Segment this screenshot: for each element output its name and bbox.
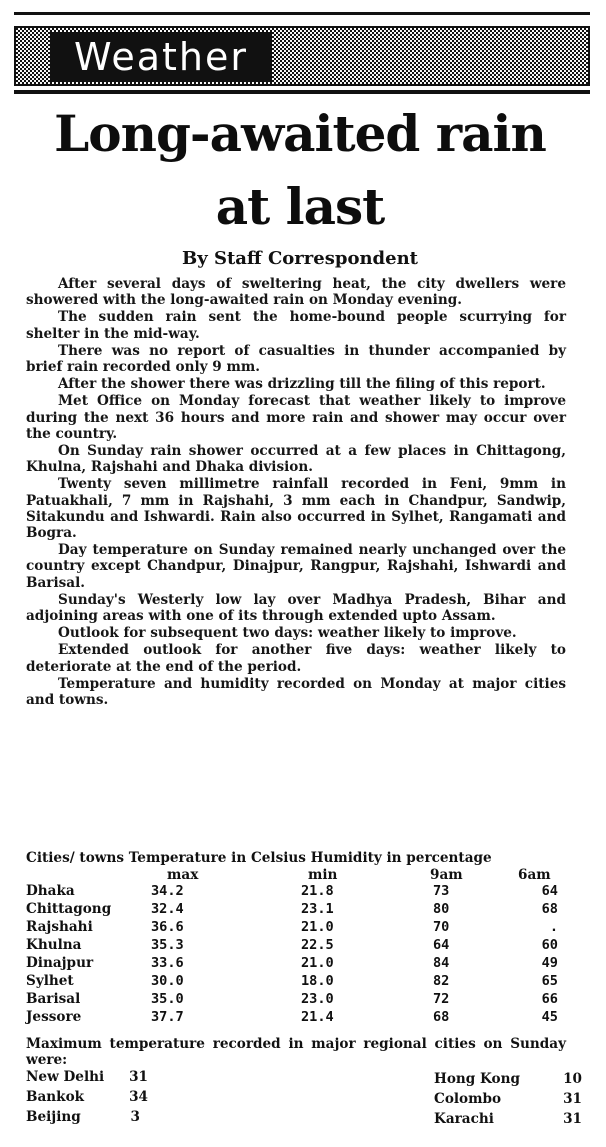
byline: By Staff Correspondent <box>182 248 418 269</box>
row-humidity-9am: 70 <box>433 919 450 935</box>
row-min: 22.5 <box>301 937 334 953</box>
row-city: Barisal <box>26 991 81 1007</box>
row-min: 23.0 <box>301 991 334 1007</box>
row-max: 37.7 <box>151 1009 184 1025</box>
row-min: 21.0 <box>301 919 334 935</box>
regional-city-temp: 34 <box>129 1089 148 1105</box>
table-row <box>26 1008 566 1026</box>
row-humidity-6am: . <box>549 919 558 935</box>
row-humidity-6am: 64 <box>541 883 558 899</box>
row-humidity-6am: 45 <box>541 1009 558 1025</box>
table-row <box>26 882 566 900</box>
row-max: 35.3 <box>151 937 184 953</box>
regional-city-temp: 31 <box>563 1111 582 1127</box>
row-city: Rajshahi <box>26 919 93 935</box>
regional-city-temp: 31 <box>563 1091 582 1107</box>
column-9am: 9am <box>430 867 463 883</box>
paragraph: Extended outlook for another five days: weather likely to deteriorate at the end of the period. <box>26 642 566 675</box>
row-min: 21.0 <box>301 955 334 971</box>
regional-city-name: Beijing <box>26 1109 81 1125</box>
newspaper-clipping <box>10 12 590 1137</box>
row-max: 32.4 <box>151 901 184 917</box>
row-humidity-9am: 82 <box>433 973 450 989</box>
row-max: 36.6 <box>151 919 184 935</box>
paragraph: Met Office on Monday forecast that weather likely to improve during the next 36 hours and more rain and shower may occur over the country. <box>26 393 566 442</box>
paragraph: After the shower there was drizzling till the filing of this report. <box>58 376 546 393</box>
row-city: Jessore <box>26 1009 82 1025</box>
paragraph: Temperature and humidity recorded on Monday at major cities and towns. <box>26 675 566 709</box>
row-city: Chittagong <box>26 901 112 917</box>
table-row <box>26 972 566 990</box>
row-humidity-9am: 68 <box>433 1009 450 1025</box>
regional-city <box>26 1068 148 1087</box>
regional-city <box>26 1108 140 1127</box>
section-label: Weather <box>50 32 272 82</box>
row-min: 21.8 <box>301 883 334 899</box>
regional-city <box>434 1110 582 1129</box>
row-city: Dinajpur <box>26 955 94 971</box>
regional-city-name: Bankok <box>26 1089 85 1105</box>
table-row <box>26 954 566 972</box>
regional-city <box>434 1090 582 1109</box>
paragraph: There was no report of casualties in thunder accompanied by brief rain recorded only 9 mm. <box>26 342 566 376</box>
section-banner <box>14 26 590 86</box>
row-humidity-9am: 84 <box>433 955 450 971</box>
regional-city-temp: 3 <box>130 1109 140 1125</box>
row-city: Sylhet <box>26 973 74 989</box>
row-humidity-9am: 80 <box>433 901 450 917</box>
row-humidity-9am: 64 <box>433 937 450 953</box>
regional-city-name: Colombo <box>434 1091 502 1107</box>
row-humidity-6am: 60 <box>541 937 558 953</box>
table-row <box>26 900 566 918</box>
regional-city <box>434 1070 582 1089</box>
row-max: 35.0 <box>151 991 184 1007</box>
row-max: 34.2 <box>151 883 184 899</box>
row-humidity-6am: 65 <box>541 973 558 989</box>
paragraph: After several days of sweltering heat, the city dwellers were showered with the long-awaited rain on Monday evening. <box>26 276 566 309</box>
column-max: max <box>167 867 199 883</box>
row-humidity-6am: 66 <box>541 991 558 1007</box>
regional-city-name: Hong Kong <box>434 1071 521 1087</box>
top-rule <box>14 12 590 15</box>
row-city: Khulna <box>26 937 82 953</box>
paragraph: The sudden rain sent the home-bound people scurrying for shelter in the mid-way. <box>26 309 566 342</box>
regional-city <box>26 1088 148 1107</box>
table-row <box>26 918 566 936</box>
row-max: 33.6 <box>151 955 184 971</box>
row-max: 30.0 <box>151 973 184 989</box>
paragraph: Twenty seven millimetre rainfall recorded in Feni, 9mm in Patuakhali, 7 mm in Rajshahi, 3 mm each in Chandpur, Sandwip, Sitakundu and Ishwardi. Rain also occurred in Sylhet, Rangamati and Bogra. <box>26 476 566 542</box>
table-row <box>26 990 566 1008</box>
column-6am: 6am <box>518 867 551 883</box>
table-row <box>26 936 566 954</box>
paragraph: On Sunday rain shower occurred at a few places in Chittagong, Khulna, Rajshahi and Dhaka division. <box>26 443 566 476</box>
banner-rule <box>14 90 590 94</box>
row-min: 21.4 <box>301 1009 334 1025</box>
row-min: 23.1 <box>301 901 334 917</box>
article-body <box>26 276 566 708</box>
row-humidity-6am: 68 <box>541 901 558 917</box>
paragraph: Day temperature on Sunday remained nearly unchanged over the country except Chandpur, Dinajpur, Rangpur, Rajshahi, Ishwardi and Barisal. <box>26 542 566 591</box>
regional-intro: Maximum temperature recorded in major regional cities on Sunday were: <box>26 1036 566 1068</box>
regional-city-temp: 31 <box>129 1069 148 1085</box>
regional-city-name: New Delhi <box>26 1069 105 1085</box>
row-humidity-6am: 49 <box>541 955 558 971</box>
headline-line-2: at last <box>215 177 385 236</box>
paragraph: Outlook for subsequent two days: weather likely to improve. <box>58 625 517 642</box>
row-min: 18.0 <box>301 973 334 989</box>
row-city: Dhaka <box>26 883 75 899</box>
regional-city-name: Karachi <box>434 1111 494 1127</box>
paragraph: Sunday's Westerly low lay over Madhya Pradesh, Bihar and adjoining areas with one of its through extended upto Assam. <box>26 591 566 625</box>
row-humidity-9am: 72 <box>433 991 450 1007</box>
row-humidity-9am: 73 <box>433 883 450 899</box>
table-header: Cities/ towns Temperature in Celsius Humidity in percentage <box>26 850 492 866</box>
regional-city-temp: 10 <box>563 1071 582 1087</box>
headline-line-1: Long-awaited rain <box>54 104 546 163</box>
column-min: min <box>308 867 338 883</box>
